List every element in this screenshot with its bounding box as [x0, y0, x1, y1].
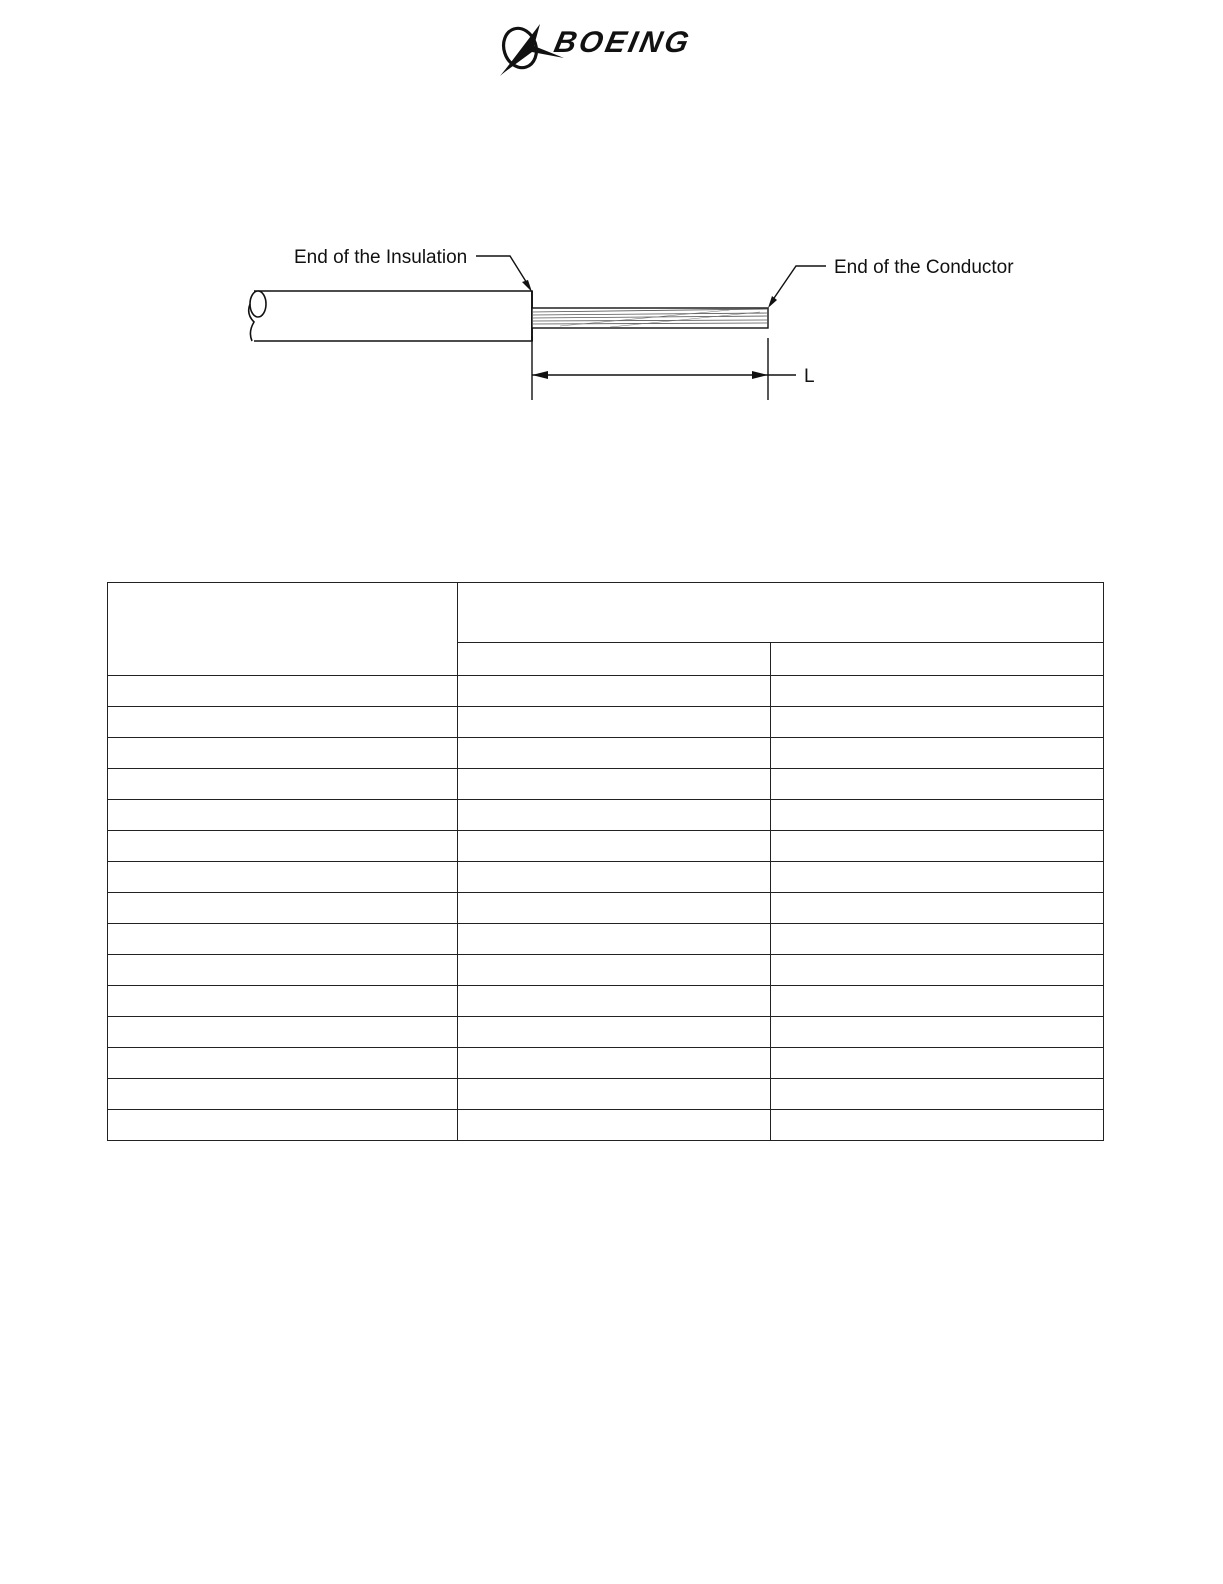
- table-cell: [458, 707, 771, 738]
- table-cell: [458, 986, 771, 1017]
- wire-strip-diagram: [230, 236, 1030, 410]
- table-cell: [108, 1079, 458, 1110]
- table-row: [108, 707, 1104, 738]
- insulation-leader: [476, 256, 532, 292]
- table-row: [108, 955, 1104, 986]
- table-cell: [108, 1048, 458, 1079]
- strip-length-table: [107, 582, 1104, 1141]
- table-row: [108, 986, 1104, 1017]
- table-header-cell: [108, 583, 458, 676]
- insulated-wire: [249, 291, 532, 341]
- table-cell: [771, 707, 1104, 738]
- boeing-wordmark: BOEING: [551, 26, 695, 59]
- table-cell: [771, 1017, 1104, 1048]
- table-subheader-cell: [771, 643, 1104, 676]
- table-subheader-cell: [458, 643, 771, 676]
- dimension-label-l: L: [804, 366, 815, 387]
- table-cell: [108, 676, 458, 707]
- table-cell: [108, 707, 458, 738]
- conductor-strands: [532, 308, 768, 328]
- table-cell: [458, 924, 771, 955]
- table-cell: [458, 676, 771, 707]
- table-cell: [458, 1048, 771, 1079]
- table-cell: [458, 738, 771, 769]
- table-row: [108, 893, 1104, 924]
- table-row: [108, 800, 1104, 831]
- table-cell: [771, 769, 1104, 800]
- table-cell: [458, 893, 771, 924]
- table-header-group: [458, 583, 1104, 643]
- table-cell: [771, 831, 1104, 862]
- boeing-logo: [494, 18, 730, 80]
- table-cell: [771, 986, 1104, 1017]
- table-cell: [458, 862, 771, 893]
- table-cell: [771, 862, 1104, 893]
- table-header-row: [108, 583, 1104, 643]
- table-cell: [771, 1079, 1104, 1110]
- table-row: [108, 1048, 1104, 1079]
- conductor-leader: [768, 266, 826, 308]
- table-cell: [458, 800, 771, 831]
- table-cell: [458, 1079, 771, 1110]
- table-cell: [458, 831, 771, 862]
- table-row: [108, 924, 1104, 955]
- table-row: [108, 1110, 1104, 1141]
- table-row: [108, 676, 1104, 707]
- table-cell: [108, 924, 458, 955]
- table-row: [108, 831, 1104, 862]
- table-cell: [771, 676, 1104, 707]
- table-cell: [108, 831, 458, 862]
- table-cell: [108, 986, 458, 1017]
- table-cell: [108, 955, 458, 986]
- table-cell: [771, 924, 1104, 955]
- table-cell: [108, 1017, 458, 1048]
- table-row: [108, 862, 1104, 893]
- label-insulation-end: End of the Insulation: [294, 247, 468, 268]
- table-cell: [108, 862, 458, 893]
- table-cell: [108, 893, 458, 924]
- table-cell: [771, 738, 1104, 769]
- table-cell: [458, 1017, 771, 1048]
- table-cell: [771, 955, 1104, 986]
- table-cell: [108, 738, 458, 769]
- table-cell: [771, 800, 1104, 831]
- dimension-line: [532, 336, 796, 400]
- table-row: [108, 1079, 1104, 1110]
- table-row: [108, 1017, 1104, 1048]
- table-cell: [771, 1048, 1104, 1079]
- table-cell: [458, 955, 771, 986]
- table-cell: [771, 893, 1104, 924]
- table-cell: [108, 1110, 458, 1141]
- table-cell: [108, 769, 458, 800]
- table-cell: [458, 1110, 771, 1141]
- table-cell: [771, 1110, 1104, 1141]
- table-row: [108, 769, 1104, 800]
- table-cell: [108, 800, 458, 831]
- label-conductor-end: End of the Conductor: [834, 257, 1014, 278]
- table-row: [108, 738, 1104, 769]
- table-cell: [458, 769, 771, 800]
